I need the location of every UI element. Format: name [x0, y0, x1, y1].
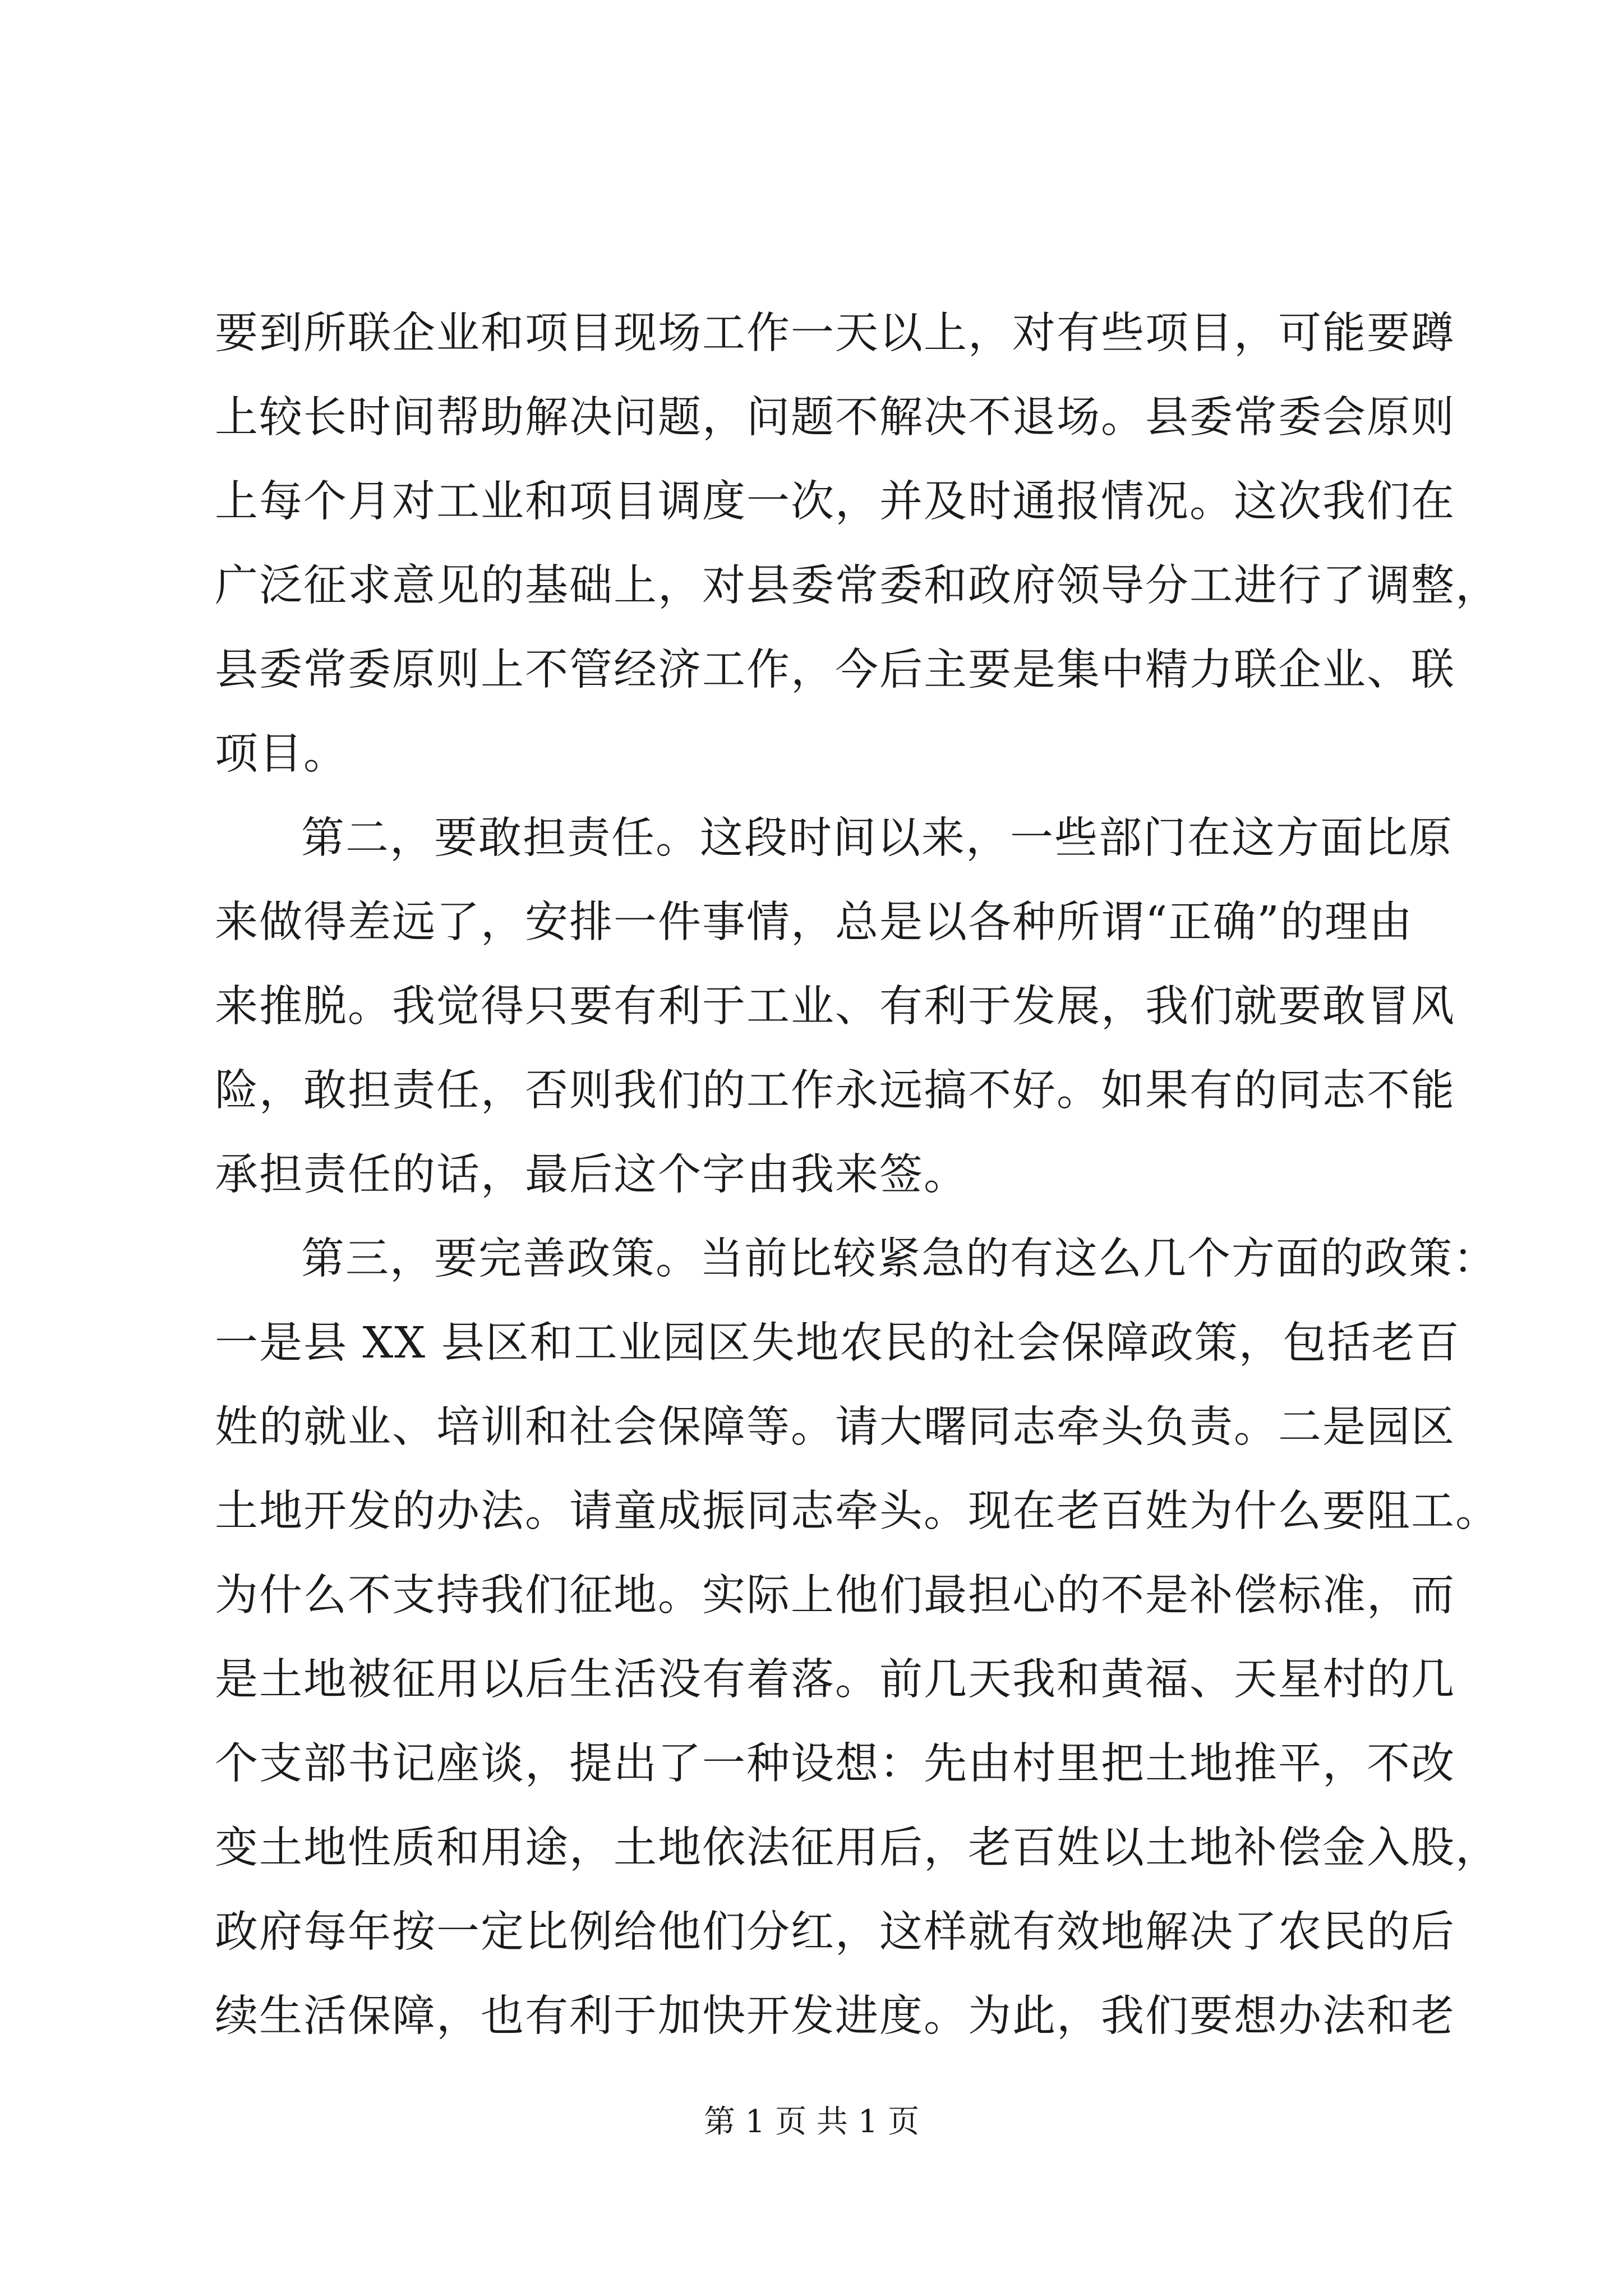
text-line: 变土地性质和用途，土地依法征用后，老百姓以土地补偿金入股， — [215, 1823, 1500, 1873]
text-line: 土地开发的办法。请童成振同志牵头。现在老百姓为什么要阻工。 — [215, 1487, 1500, 1536]
text-line: 来做得差远了，安排一件事情，总是以各种所谓“正确”的理由 — [215, 898, 1413, 947]
text-line: 险，敢担责任，否则我们的工作永远搞不好。如果有的同志不能 — [215, 1066, 1455, 1116]
text-line: 县委常委原则上不管经济工作，今后主要是集中精力联企业、联 — [215, 645, 1455, 695]
text-line: 要到所联企业和项目现场工作一天以上，对有些项目，可能要蹲 — [215, 309, 1455, 358]
page-number-footer: 第 1 页 共 1 页 — [703, 2104, 920, 2140]
text-line: 承担责任的话，最后这个字由我来签。 — [215, 1150, 968, 1200]
text-line: 续生活保障，也有利于加快开发进度。为此，我们要想办法和老 — [215, 1991, 1455, 2041]
text-line: 项目。 — [215, 729, 348, 779]
text-line: 是土地被征用以后生活没有着落。前几天我和黄福、天星村的几 — [215, 1655, 1455, 1705]
text-line: 上每个月对工业和项目调度一次，并及时通报情况。这次我们在 — [215, 477, 1455, 527]
text-line: 一是县 XX 县区和工业园区失地农民的社会保障政策，包括老百 — [215, 1318, 1460, 1368]
text-line: 为什么不支持我们征地。实际上他们最担心的不是补偿标准，而 — [215, 1571, 1455, 1621]
paragraph-start-line: 第二，要敢担责任。这段时间以来，一些部门在这方面比原 — [301, 813, 1453, 863]
text-line: 广泛征求意见的基础上，对县委常委和政府领导分工进行了调整， — [215, 561, 1500, 611]
paragraph-start-line: 第三，要完善政策。当前比较紧急的有这么几个方面的政策： — [301, 1234, 1497, 1284]
text-line: 政府每年按一定比例给他们分红，这样就有效地解决了农民的后 — [215, 1907, 1455, 1957]
text-line: 来推脱。我觉得只要有利于工业、有利于发展，我们就要敢冒风 — [215, 982, 1455, 1032]
text-line: 上较长时间帮助解决问题，问题不解决不退场。县委常委会原则 — [215, 393, 1455, 443]
text-line: 个支部书记座谈，提出了一种设想：先由村里把土地推平，不改 — [215, 1739, 1455, 1789]
document-body — [215, 292, 1500, 2059]
text-line: 姓的就业、培训和社会保障等。请大曙同志牵头负责。二是园区 — [215, 1402, 1455, 1452]
